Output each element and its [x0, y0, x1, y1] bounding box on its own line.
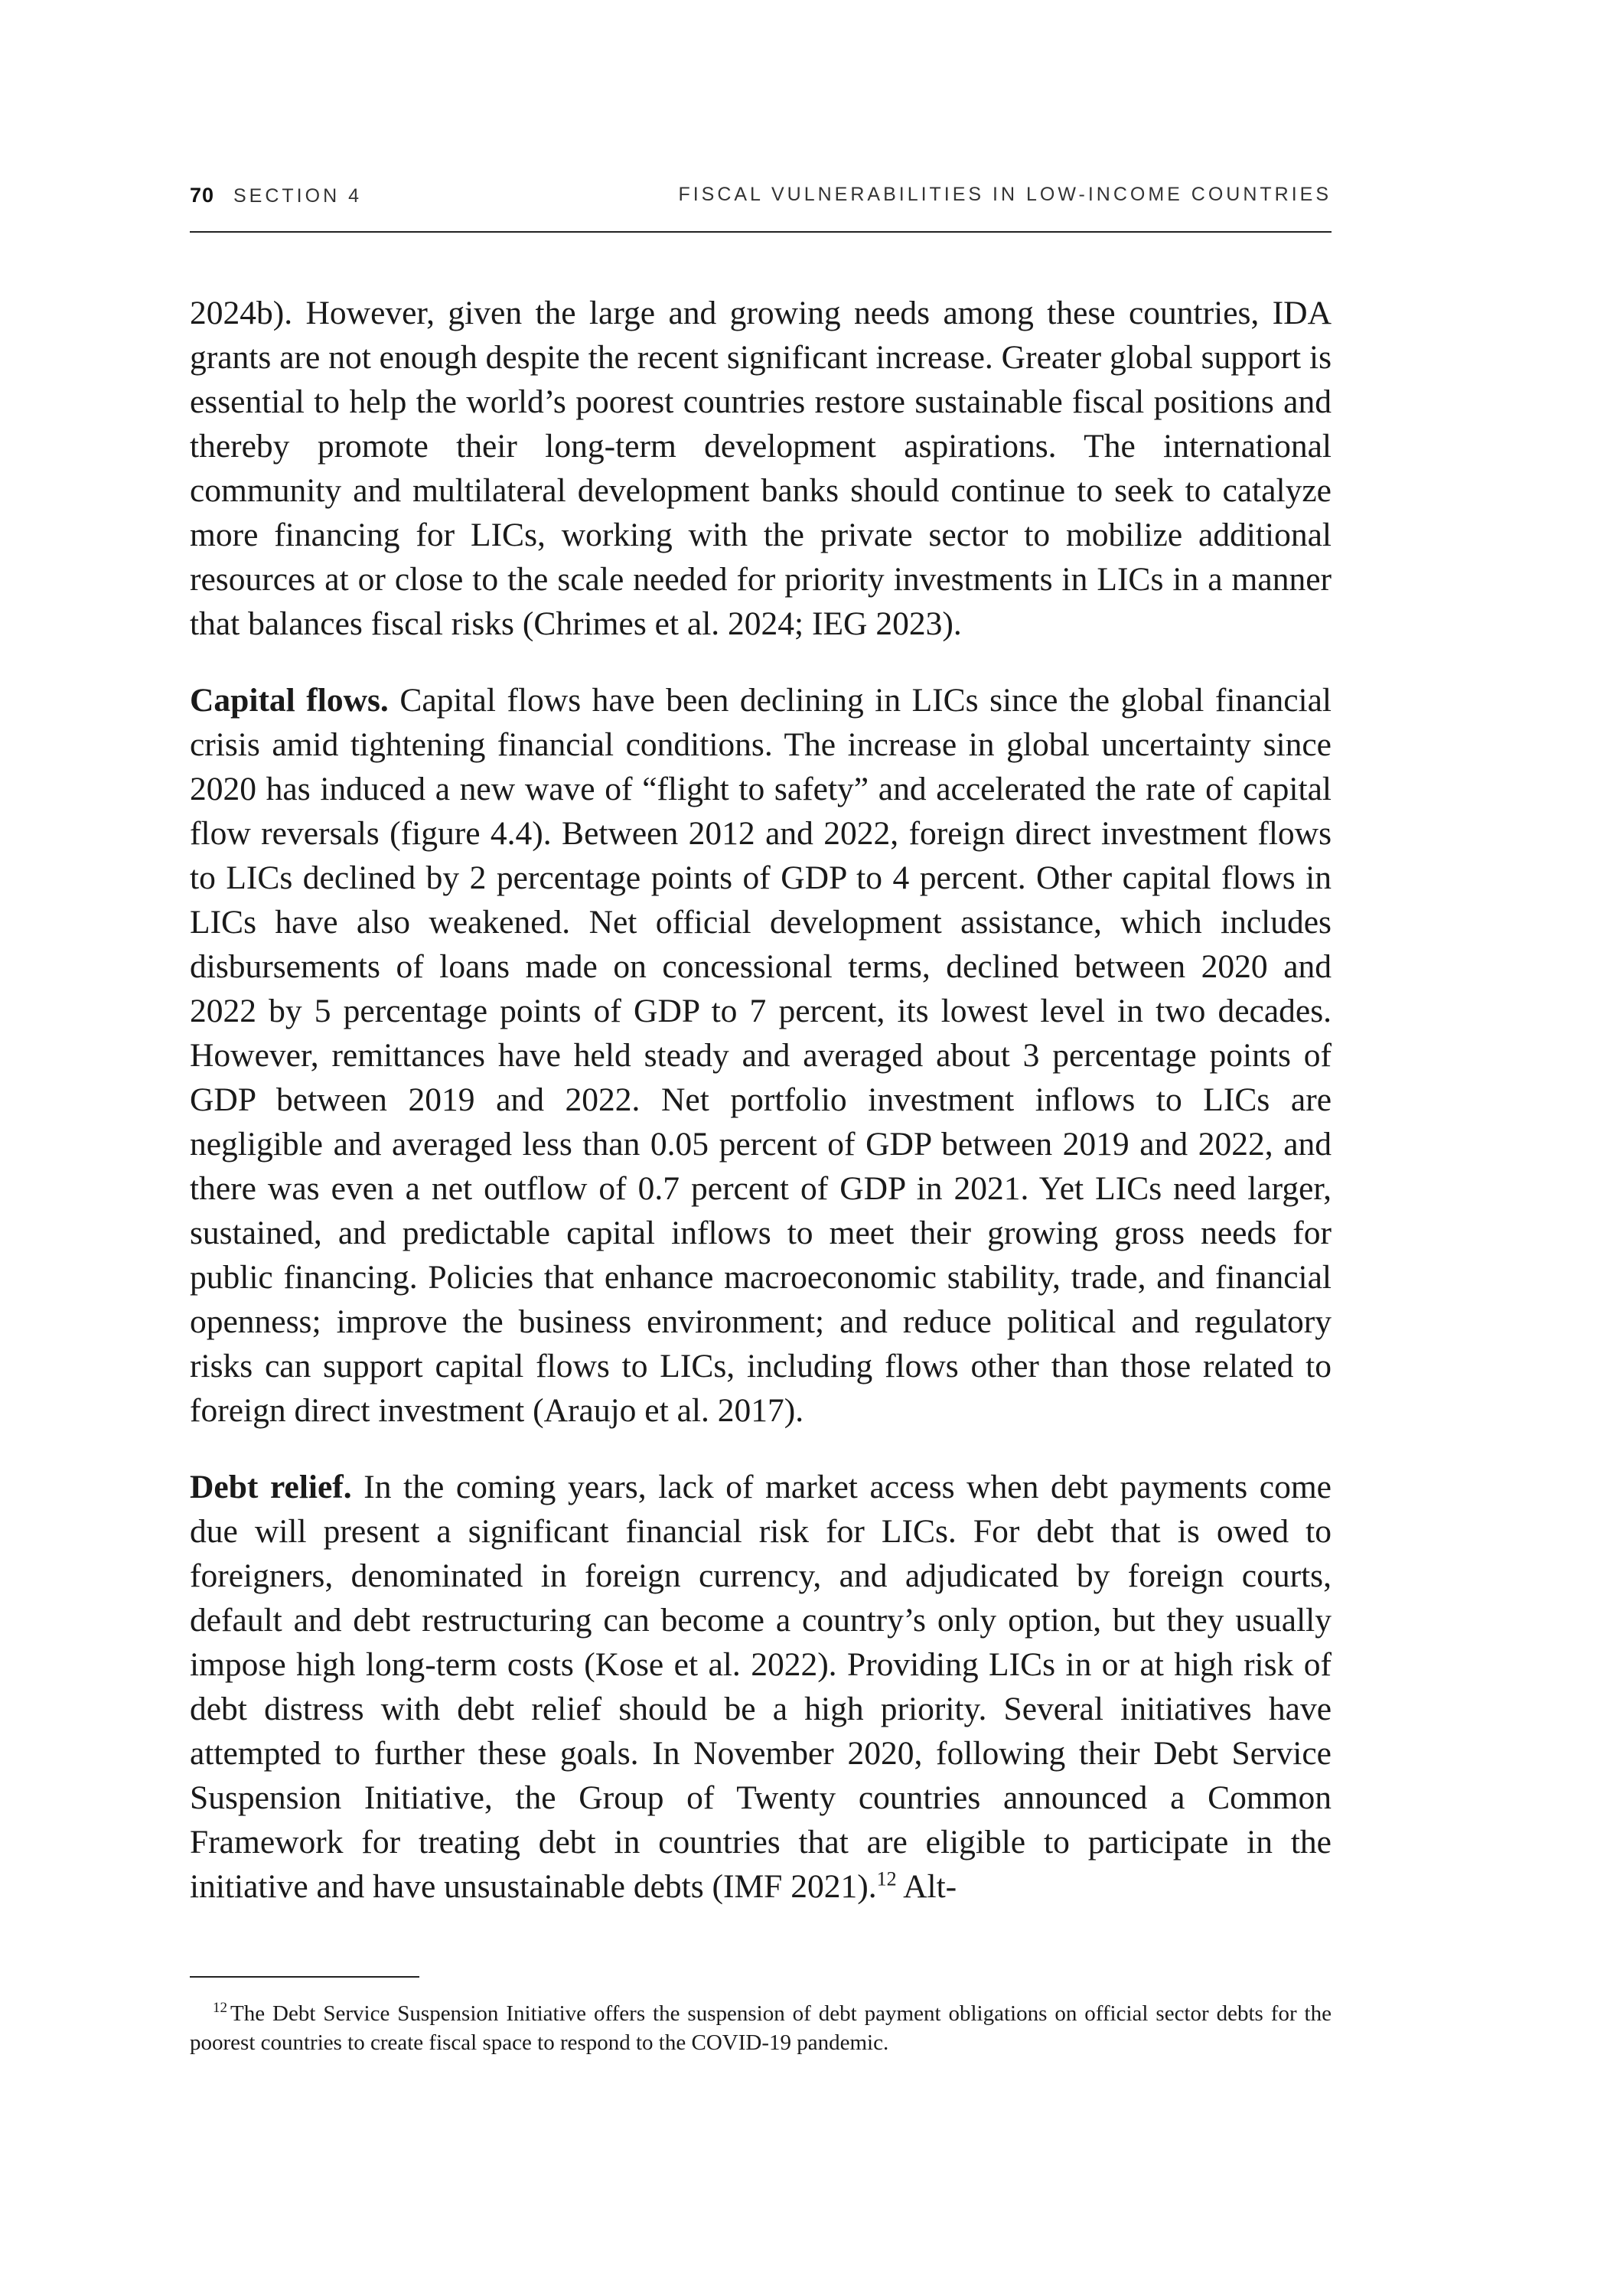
section-label: SECTION 4 — [233, 185, 362, 207]
page-number: 70 — [190, 184, 215, 207]
footnote-marker: 12 — [213, 2000, 227, 2017]
paragraph-debt-relief — [190, 1465, 1332, 1909]
chapter-title: FISCAL VULNERABILITIES IN LOW-INCOME COUNTRIES — [678, 184, 1332, 205]
paragraph-text: In the coming years, lack of market access when debt payments come due will present a significant financial risk for LICs. For debt that is owed to foreigners, denominated in foreign currency, and adjudicated by foreign courts, default and debt restructuring can become a country’s only option, but they usually impose high long-term costs (Kose et al. 2022). Providing LICs in or at high risk of debt distress with debt relief should be a high priority. Several initiatives have attempted to further these goals. In November 2020, following their Debt Service Suspension Initiative, the Group of Twenty countries announced a Common Framework for treating debt in countries that are eligible to participate in the initiative and have unsustainable debts (IMF 2021). — [190, 1469, 1332, 1905]
body-text — [190, 291, 1332, 1941]
footnote — [190, 1999, 1332, 2057]
footnote-text: The Debt Service Suspension Initiative offers the suspension of debt payment obligations on official sector debts for the poorest countries to create fiscal space to respond to the COVID-19 pandemic. — [190, 2001, 1332, 2055]
footnote-rule — [190, 1976, 419, 1978]
running-header — [190, 184, 1332, 217]
paragraph-heading: Debt relief. — [190, 1469, 352, 1505]
header-rule — [190, 231, 1332, 233]
paragraph-heading: Capital flows. — [190, 682, 389, 719]
paragraph-capital-flows — [190, 678, 1332, 1433]
paragraph-text: 2024b). However, given the large and growing needs among these countries, IDA grants are not enough despite the recent significant increase. Greater global support is essential to help the world’s poorest countries restore sustainable fiscal positions and thereby promote their long-term development aspirations. The international community and multilateral development banks should continue to seek to catalyze more financing for LICs, working with the private sector to mobilize additional resources at or close to the scale needed for priority investments in LICs in a manner that balances fiscal risks (Chrimes et al. 2024; IEG 2023). — [190, 295, 1332, 642]
paragraph-continuation — [190, 291, 1332, 646]
footnote-reference[interactable]: 12 — [876, 1867, 897, 1890]
paragraph-tail: Alt- — [896, 1868, 957, 1905]
paragraph-text: Capital flows have been declining in LICs since the global financial crisis amid tightening financial conditions. The increase in global uncertainty since 2020 has induced a new wave of “flight to safety” and accelerated the rate of capital flow reversals (figure 4.4). Between 2012 and 2022, foreign direct investment flows to LICs declined by 2 percentage points of GDP to 4 percent. Other capital flows in LICs have also weakened. Net official development assistance, which includes disbursements of loans made on concessional terms, declined between 2020 and 2022 by 5 percentage points of GDP to 7 percent, its lowest level in two decades. However, remittances have held steady and averaged about 3 percentage points of GDP between 2019 and 2022. Net portfolio investment inflows to LICs are negligible and averaged less than 0.05 percent of GDP between 2019 and 2022, and there was even a net outflow of 0.7 percent of GDP in 2021. Yet LICs need larger, sustained, and predictable capital inflows to meet their growing gross needs for public financing. Policies that enhance macroeconomic stability, trade, and financial openness; improve the business environment; and reduce political and regulatory risks can support capital flows to LICs, including flows other than those related to foreign direct investment (Araujo et al. 2017). — [190, 682, 1332, 1429]
